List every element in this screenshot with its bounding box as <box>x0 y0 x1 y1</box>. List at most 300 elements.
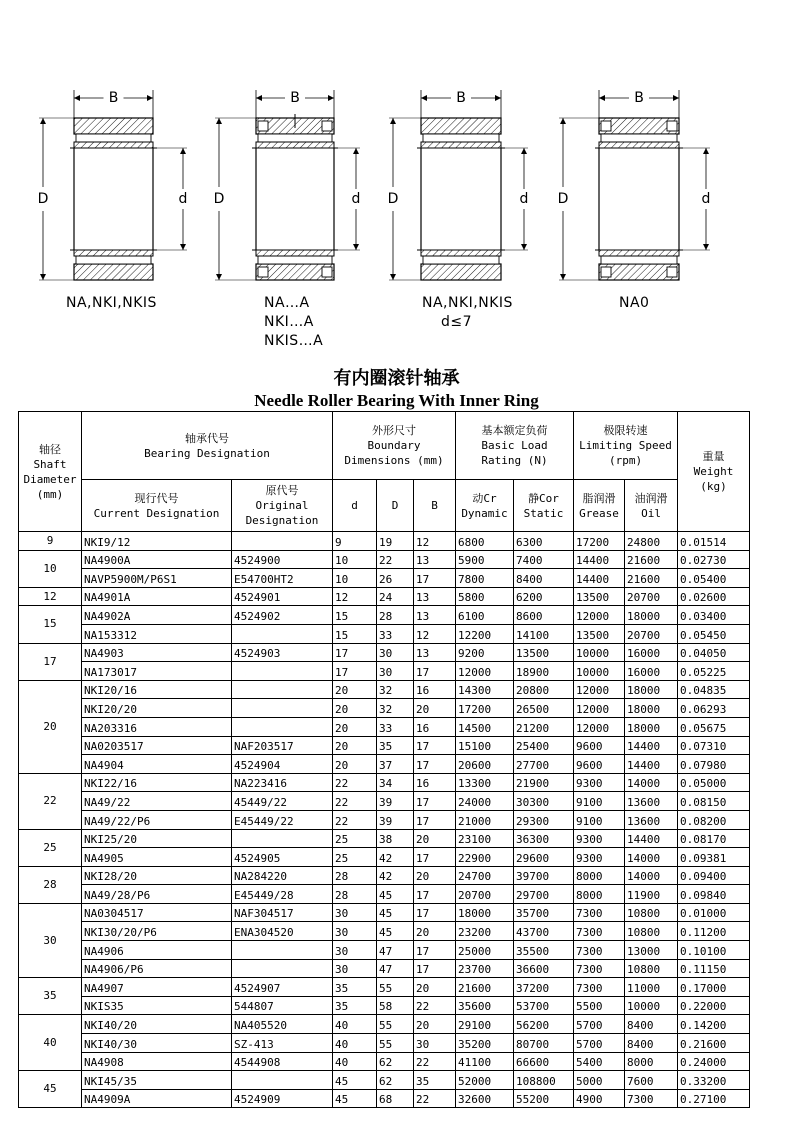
table-row <box>19 736 750 755</box>
bearing-drawing-1 <box>38 90 188 280</box>
cell-original-designation <box>232 662 333 681</box>
header-shaft: 轴径 Shaft Diameter (mm) <box>19 412 82 532</box>
cell-D: 55 <box>377 1015 414 1034</box>
cell-D: 38 <box>377 829 414 848</box>
cell-static-load: 37200 <box>514 978 574 997</box>
cell-D: 32 <box>377 699 414 718</box>
cell-d: 28 <box>333 885 377 904</box>
cell-dynamic-load: 20600 <box>456 755 514 774</box>
cell-grease-speed: 10000 <box>574 662 625 681</box>
cell-d: 17 <box>333 662 377 681</box>
dimension-B-label: B <box>108 90 119 106</box>
cell-shaft-diameter: 15 <box>19 606 82 643</box>
cell-B: 16 <box>414 680 456 699</box>
bearing-cross-section-diagrams <box>0 80 793 360</box>
dimension-d-label: d <box>351 191 361 207</box>
cell-oil-speed: 8400 <box>625 1034 678 1053</box>
cell-d: 22 <box>333 792 377 811</box>
cell-current-designation: NKI20/16 <box>82 680 232 699</box>
cell-d: 30 <box>333 959 377 978</box>
cell-weight: 0.09381 <box>678 848 750 867</box>
table-row <box>19 550 750 569</box>
table-row <box>19 848 750 867</box>
cell-grease-speed: 12000 <box>574 680 625 699</box>
cell-original-designation <box>232 1071 333 1090</box>
cell-static-load: 35500 <box>514 941 574 960</box>
cell-oil-speed: 7600 <box>625 1071 678 1090</box>
cell-current-designation: NA49/22 <box>82 792 232 811</box>
cell-D: 19 <box>377 532 414 551</box>
cell-static-load: 108800 <box>514 1071 574 1090</box>
cell-B: 13 <box>414 606 456 625</box>
cell-original-designation <box>232 680 333 699</box>
cell-oil-speed: 14400 <box>625 755 678 774</box>
table-row <box>19 792 750 811</box>
cell-B: 17 <box>414 569 456 588</box>
cell-B: 16 <box>414 717 456 736</box>
cell-dynamic-load: 29100 <box>456 1015 514 1034</box>
cell-weight: 0.22000 <box>678 996 750 1015</box>
bearing-drawings <box>0 80 793 360</box>
bearing-type-caption <box>619 294 649 313</box>
cell-current-designation: NKI40/30 <box>82 1034 232 1053</box>
cell-original-designation: SZ-413 <box>232 1034 333 1053</box>
cell-oil-speed: 14400 <box>625 736 678 755</box>
cell-shaft-diameter: 40 <box>19 1015 82 1071</box>
cell-B: 17 <box>414 736 456 755</box>
cell-d: 20 <box>333 736 377 755</box>
cell-dynamic-load: 15100 <box>456 736 514 755</box>
cell-weight: 0.08200 <box>678 810 750 829</box>
cell-static-load: 36300 <box>514 829 574 848</box>
cell-static-load: 26500 <box>514 699 574 718</box>
table-header <box>19 412 750 532</box>
cell-d: 28 <box>333 866 377 885</box>
cell-d: 10 <box>333 550 377 569</box>
cell-current-designation: NA203316 <box>82 717 232 736</box>
cell-static-load: 21900 <box>514 773 574 792</box>
header-grease: 脂润滑 Grease <box>574 480 625 532</box>
cell-oil-speed: 18000 <box>625 680 678 699</box>
cell-original-designation <box>232 699 333 718</box>
cell-D: 33 <box>377 717 414 736</box>
cell-d: 17 <box>333 643 377 662</box>
cell-original-designation <box>232 941 333 960</box>
cell-current-designation: NKI40/20 <box>82 1015 232 1034</box>
cell-grease-speed: 7300 <box>574 903 625 922</box>
cell-dynamic-load: 23200 <box>456 922 514 941</box>
header-oil: 油润滑 Oil <box>625 480 678 532</box>
cell-B: 20 <box>414 1015 456 1034</box>
cell-current-designation: NA4906 <box>82 941 232 960</box>
cell-D: 37 <box>377 755 414 774</box>
bearing-spec-table <box>18 411 750 1108</box>
cell-grease-speed: 12000 <box>574 699 625 718</box>
cell-oil-speed: 18000 <box>625 699 678 718</box>
cell-grease-speed: 14400 <box>574 550 625 569</box>
cell-grease-speed: 5700 <box>574 1034 625 1053</box>
cell-shaft-diameter: 35 <box>19 978 82 1015</box>
cell-original-designation: 544807 <box>232 996 333 1015</box>
cell-D: 22 <box>377 550 414 569</box>
cell-oil-speed: 24800 <box>625 532 678 551</box>
cell-current-designation: NA4903 <box>82 643 232 662</box>
cell-B: 22 <box>414 996 456 1015</box>
cell-oil-speed: 10800 <box>625 959 678 978</box>
header-original-designation: 原代号 Original Designation <box>232 480 333 532</box>
dimension-d-label: d <box>178 191 188 207</box>
cell-static-load: 8400 <box>514 569 574 588</box>
cell-weight: 0.06293 <box>678 699 750 718</box>
cell-shaft-diameter: 25 <box>19 829 82 866</box>
cell-static-load: 29700 <box>514 885 574 904</box>
cell-current-designation: NA4907 <box>82 978 232 997</box>
cell-static-load: 39700 <box>514 866 574 885</box>
dimension-d-label: d <box>701 191 711 207</box>
table-row <box>19 643 750 662</box>
cell-oil-speed: 14000 <box>625 848 678 867</box>
cell-B: 22 <box>414 1052 456 1071</box>
cell-weight: 0.24000 <box>678 1052 750 1071</box>
cell-d: 20 <box>333 755 377 774</box>
cell-weight: 0.02730 <box>678 550 750 569</box>
cell-dynamic-load: 23700 <box>456 959 514 978</box>
cell-d: 35 <box>333 996 377 1015</box>
bearing-type-caption <box>422 294 513 332</box>
cell-static-load: 6300 <box>514 532 574 551</box>
cell-B: 17 <box>414 959 456 978</box>
cell-D: 35 <box>377 736 414 755</box>
cell-D: 62 <box>377 1052 414 1071</box>
cell-static-load: 56200 <box>514 1015 574 1034</box>
cell-current-designation: NA0203517 <box>82 736 232 755</box>
cell-original-designation: NA284220 <box>232 866 333 885</box>
cell-grease-speed: 8000 <box>574 885 625 904</box>
cell-dynamic-load: 12200 <box>456 624 514 643</box>
cell-B: 13 <box>414 587 456 606</box>
bearing-drawing-4 <box>558 90 711 280</box>
cell-static-load: 18900 <box>514 662 574 681</box>
cell-B: 20 <box>414 866 456 885</box>
cell-original-designation: E45449/22 <box>232 810 333 829</box>
cell-B: 17 <box>414 885 456 904</box>
cell-d: 30 <box>333 903 377 922</box>
cell-static-load: 21200 <box>514 717 574 736</box>
cell-shaft-diameter: 45 <box>19 1071 82 1108</box>
cell-dynamic-load: 52000 <box>456 1071 514 1090</box>
cell-B: 17 <box>414 941 456 960</box>
header-d: d <box>333 480 377 532</box>
cell-current-designation: NA4908 <box>82 1052 232 1071</box>
cell-oil-speed: 10800 <box>625 922 678 941</box>
cell-B: 17 <box>414 903 456 922</box>
cell-grease-speed: 13500 <box>574 624 625 643</box>
cell-D: 33 <box>377 624 414 643</box>
cell-B: 20 <box>414 829 456 848</box>
cell-d: 40 <box>333 1015 377 1034</box>
cell-weight: 0.02600 <box>678 587 750 606</box>
cell-weight: 0.07310 <box>678 736 750 755</box>
header-load-rating: 基本额定负荷 Basic Load Rating (N) <box>456 412 574 480</box>
cell-oil-speed: 18000 <box>625 606 678 625</box>
cell-current-designation: NA4902A <box>82 606 232 625</box>
cell-current-designation: NKI9/12 <box>82 532 232 551</box>
cell-d: 35 <box>333 978 377 997</box>
cell-D: 32 <box>377 680 414 699</box>
cell-oil-speed: 14000 <box>625 773 678 792</box>
cell-weight: 0.05675 <box>678 717 750 736</box>
cell-original-designation: E45449/28 <box>232 885 333 904</box>
cell-oil-speed: 10000 <box>625 996 678 1015</box>
cell-B: 20 <box>414 922 456 941</box>
cell-B: 17 <box>414 792 456 811</box>
cell-D: 45 <box>377 903 414 922</box>
cell-weight: 0.17000 <box>678 978 750 997</box>
cell-current-designation: NA49/28/P6 <box>82 885 232 904</box>
cell-static-load: 13500 <box>514 643 574 662</box>
cell-weight: 0.04050 <box>678 643 750 662</box>
cell-d: 20 <box>333 699 377 718</box>
cell-dynamic-load: 5800 <box>456 587 514 606</box>
cell-d: 15 <box>333 624 377 643</box>
cell-D: 42 <box>377 866 414 885</box>
cell-weight: 0.33200 <box>678 1071 750 1090</box>
cell-grease-speed: 9600 <box>574 755 625 774</box>
cell-d: 40 <box>333 1034 377 1053</box>
cell-weight: 0.21600 <box>678 1034 750 1053</box>
cell-weight: 0.05450 <box>678 624 750 643</box>
dimension-B-label: B <box>634 90 644 106</box>
cell-dynamic-load: 23100 <box>456 829 514 848</box>
caption-line: NKI…A <box>264 314 314 330</box>
cell-D: 45 <box>377 922 414 941</box>
cell-current-designation: NKIS35 <box>82 996 232 1015</box>
bearing-type-caption <box>264 294 323 351</box>
cell-D: 47 <box>377 941 414 960</box>
cell-grease-speed: 5000 <box>574 1071 625 1090</box>
cell-weight: 0.04835 <box>678 680 750 699</box>
cell-weight: 0.01514 <box>678 532 750 551</box>
table-body <box>19 532 750 1108</box>
table-row <box>19 1071 750 1090</box>
cell-weight: 0.05225 <box>678 662 750 681</box>
cell-original-designation <box>232 624 333 643</box>
cell-dynamic-load: 13300 <box>456 773 514 792</box>
cell-B: 20 <box>414 978 456 997</box>
bearing-drawing-2 <box>214 90 361 280</box>
cell-d: 9 <box>333 532 377 551</box>
table-row <box>19 922 750 941</box>
cell-dynamic-load: 14300 <box>456 680 514 699</box>
dimension-d-label: d <box>519 191 529 207</box>
cell-B: 17 <box>414 810 456 829</box>
table-row <box>19 680 750 699</box>
cell-original-designation <box>232 829 333 848</box>
cell-grease-speed: 17200 <box>574 532 625 551</box>
cell-static-load: 43700 <box>514 922 574 941</box>
cell-original-designation: 4524905 <box>232 848 333 867</box>
cell-grease-speed: 13500 <box>574 587 625 606</box>
cell-original-designation: NA405520 <box>232 1015 333 1034</box>
cell-static-load: 6200 <box>514 587 574 606</box>
header-current-designation: 现行代号 Current Designation <box>82 480 232 532</box>
cell-dynamic-load: 18000 <box>456 903 514 922</box>
table-row <box>19 717 750 736</box>
table-row <box>19 1015 750 1034</box>
cell-static-load: 8600 <box>514 606 574 625</box>
cell-weight: 0.27100 <box>678 1089 750 1108</box>
cell-original-designation: 4524909 <box>232 1089 333 1108</box>
cell-D: 68 <box>377 1089 414 1108</box>
cell-grease-speed: 9100 <box>574 810 625 829</box>
cell-weight: 0.05400 <box>678 569 750 588</box>
cell-current-designation: NA0304517 <box>82 903 232 922</box>
cell-D: 55 <box>377 1034 414 1053</box>
cell-oil-speed: 8000 <box>625 1052 678 1071</box>
cell-d: 30 <box>333 922 377 941</box>
table-row <box>19 829 750 848</box>
cell-weight: 0.05000 <box>678 773 750 792</box>
cell-d: 15 <box>333 606 377 625</box>
cell-dynamic-load: 21600 <box>456 978 514 997</box>
header-designation: 轴承代号 Bearing Designation <box>82 412 333 480</box>
cell-D: 28 <box>377 606 414 625</box>
cell-shaft-diameter: 10 <box>19 550 82 587</box>
table-title-chinese: 有内圈滚针轴承 <box>333 368 460 389</box>
cell-original-designation: 4524902 <box>232 606 333 625</box>
cell-dynamic-load: 41100 <box>456 1052 514 1071</box>
cell-weight: 0.11150 <box>678 959 750 978</box>
cell-D: 58 <box>377 996 414 1015</box>
cell-original-designation: 4524901 <box>232 587 333 606</box>
cell-d: 30 <box>333 941 377 960</box>
cell-oil-speed: 13600 <box>625 792 678 811</box>
table-row <box>19 587 750 606</box>
cell-dynamic-load: 20700 <box>456 885 514 904</box>
cell-dynamic-load: 6800 <box>456 532 514 551</box>
cell-dynamic-load: 24000 <box>456 792 514 811</box>
cell-oil-speed: 14400 <box>625 829 678 848</box>
cell-static-load: 80700 <box>514 1034 574 1053</box>
cell-current-designation: NA4900A <box>82 550 232 569</box>
cell-original-designation <box>232 717 333 736</box>
bearing-drawing-3 <box>388 90 529 280</box>
cell-D: 45 <box>377 885 414 904</box>
cell-grease-speed: 5400 <box>574 1052 625 1071</box>
cell-original-designation: 4524903 <box>232 643 333 662</box>
cell-current-designation: NA153312 <box>82 624 232 643</box>
cell-current-designation: NKI30/20/P6 <box>82 922 232 941</box>
cell-oil-speed: 18000 <box>625 717 678 736</box>
cell-d: 22 <box>333 773 377 792</box>
cell-grease-speed: 9300 <box>574 848 625 867</box>
cell-oil-speed: 13600 <box>625 810 678 829</box>
cell-oil-speed: 16000 <box>625 662 678 681</box>
cell-weight: 0.08170 <box>678 829 750 848</box>
cell-B: 30 <box>414 1034 456 1053</box>
cell-original-designation: NAF304517 <box>232 903 333 922</box>
cell-D: 30 <box>377 662 414 681</box>
cell-weight: 0.14200 <box>678 1015 750 1034</box>
cell-static-load: 14100 <box>514 624 574 643</box>
cell-static-load: 66600 <box>514 1052 574 1071</box>
table-row <box>19 699 750 718</box>
dimension-D-label: D <box>557 191 569 207</box>
cell-dynamic-load: 25000 <box>456 941 514 960</box>
table-row <box>19 662 750 681</box>
cell-d: 20 <box>333 717 377 736</box>
cell-current-designation: NA49/22/P6 <box>82 810 232 829</box>
caption-line: NA0 <box>619 295 650 311</box>
cell-current-designation: NA4909A <box>82 1089 232 1108</box>
cell-D: 24 <box>377 587 414 606</box>
cell-static-load: 25400 <box>514 736 574 755</box>
cell-weight: 0.08150 <box>678 792 750 811</box>
cell-static-load: 35700 <box>514 903 574 922</box>
cell-static-load: 29600 <box>514 848 574 867</box>
cell-D: 30 <box>377 643 414 662</box>
cell-D: 39 <box>377 792 414 811</box>
cell-original-designation: 4544908 <box>232 1052 333 1071</box>
cell-B: 17 <box>414 848 456 867</box>
cell-original-designation <box>232 959 333 978</box>
cell-D: 39 <box>377 810 414 829</box>
cell-oil-speed: 8400 <box>625 1015 678 1034</box>
cell-B: 20 <box>414 699 456 718</box>
cell-shaft-diameter: 9 <box>19 532 82 551</box>
cell-original-designation: 4524907 <box>232 978 333 997</box>
cell-d: 12 <box>333 587 377 606</box>
cell-D: 42 <box>377 848 414 867</box>
cell-oil-speed: 14000 <box>625 866 678 885</box>
cell-original-designation: ENA304520 <box>232 922 333 941</box>
cell-weight: 0.03400 <box>678 606 750 625</box>
cell-B: 13 <box>414 643 456 662</box>
cell-shaft-diameter: 30 <box>19 903 82 977</box>
cell-static-load: 20800 <box>514 680 574 699</box>
cell-current-designation: NAVP5900M/P6S1 <box>82 569 232 588</box>
table-row <box>19 810 750 829</box>
cell-grease-speed: 10000 <box>574 643 625 662</box>
cell-D: 47 <box>377 959 414 978</box>
cell-grease-speed: 7300 <box>574 941 625 960</box>
cell-D: 55 <box>377 978 414 997</box>
cell-B: 17 <box>414 662 456 681</box>
table-row <box>19 941 750 960</box>
cell-dynamic-load: 12000 <box>456 662 514 681</box>
cell-oil-speed: 21600 <box>625 550 678 569</box>
cell-oil-speed: 21600 <box>625 569 678 588</box>
table-row <box>19 959 750 978</box>
cell-static-load: 53700 <box>514 996 574 1015</box>
cell-grease-speed: 9300 <box>574 829 625 848</box>
cell-grease-speed: 7300 <box>574 922 625 941</box>
cell-current-designation: NA4904 <box>82 755 232 774</box>
table-row <box>19 569 750 588</box>
cell-dynamic-load: 21000 <box>456 810 514 829</box>
cell-d: 20 <box>333 680 377 699</box>
table-row <box>19 1052 750 1071</box>
dimension-D-label: D <box>387 191 399 207</box>
cell-B: 22 <box>414 1089 456 1108</box>
header-static: 静Cor Static <box>514 480 574 532</box>
table-row <box>19 996 750 1015</box>
header-dynamic: 动Cr Dynamic <box>456 480 514 532</box>
dimension-D-label: D <box>213 191 225 207</box>
cell-current-designation: NKI20/20 <box>82 699 232 718</box>
header-D: D <box>377 480 414 532</box>
caption-line: NA,NKI,NKIS <box>422 295 513 311</box>
